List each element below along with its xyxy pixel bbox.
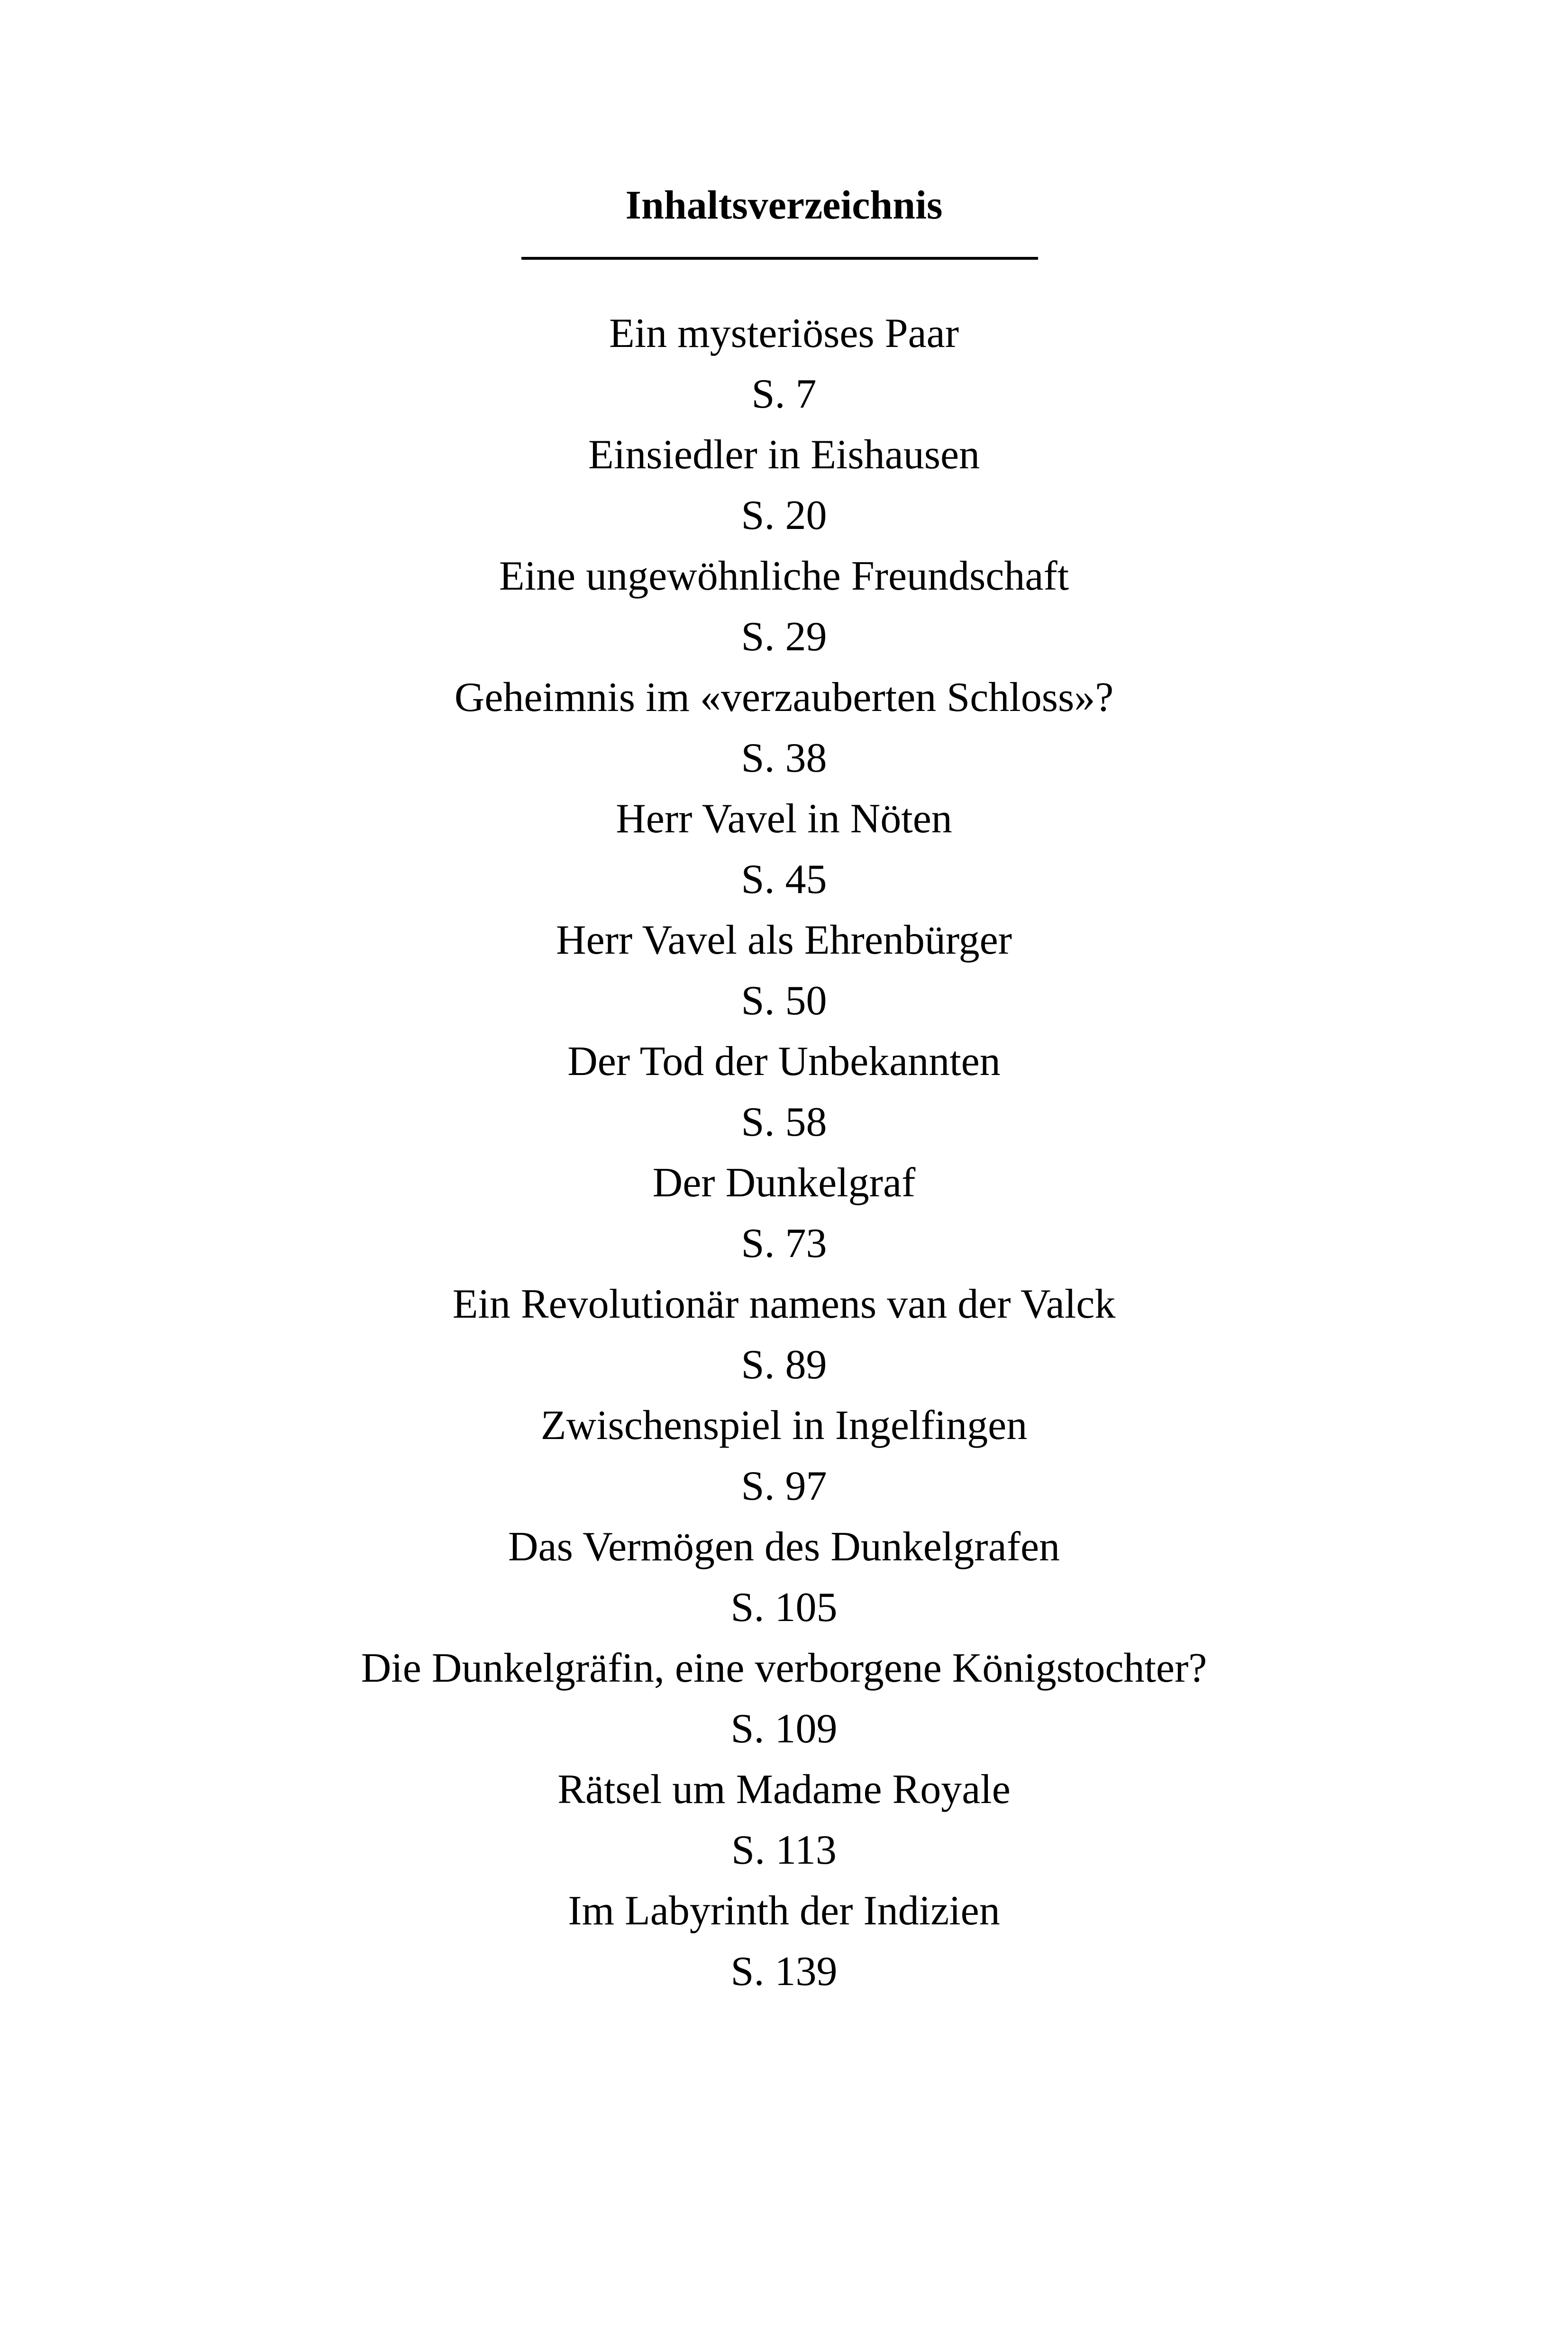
toc-entry-title: Der Dunkelgraf <box>652 1160 916 1206</box>
title-underline <box>521 257 1038 260</box>
toc-entry <box>0 1881 1568 2002</box>
toc-entry-title: Das Vermögen des Dunkelgrafen <box>508 1524 1060 1570</box>
toc-entry-page: S. 89 <box>741 1342 827 1388</box>
toc-entry-title: Einsiedler in Eishausen <box>588 432 980 478</box>
toc-entry-page: S. 105 <box>730 1585 838 1630</box>
toc-entry <box>0 1395 1568 1517</box>
toc-entry-title: Zwischenspiel in Ingelfingen <box>540 1403 1028 1448</box>
toc-entry-title: Herr Vavel in Nöten <box>616 796 952 842</box>
toc-entry-page: S. 50 <box>741 978 827 1024</box>
toc-entry-title: Rätsel um Madame Royale <box>557 1767 1011 1813</box>
toc-list <box>0 303 1568 2002</box>
toc-entry-page: S. 109 <box>730 1706 838 1752</box>
toc-entry-page: S. 73 <box>741 1221 827 1266</box>
toc-entry-title: Geheimnis im «verzauberten Schloss»? <box>454 674 1114 720</box>
toc-entry-title: Der Tod der Unbekannten <box>567 1038 1001 1084</box>
toc-entry <box>0 303 1568 425</box>
toc-entry <box>0 789 1568 910</box>
toc-entry-page: S. 139 <box>730 1949 838 1995</box>
toc-entry-page: S. 29 <box>741 614 827 660</box>
toc-title: Inhaltsverzeichnis <box>625 182 943 228</box>
toc-entry-title: Die Dunkelgräfin, eine verborgene Königstochter? <box>361 1645 1207 1691</box>
toc-entry <box>0 1274 1568 1395</box>
toc-entry-title: Ein mysteriöses Paar <box>609 310 959 356</box>
toc-entry <box>0 1638 1568 1759</box>
toc-entry <box>0 1153 1568 1274</box>
toc-entry-page: S. 97 <box>741 1463 827 1509</box>
toc-entry <box>0 546 1568 667</box>
toc-entry <box>0 910 1568 1031</box>
toc-entry <box>0 1031 1568 1153</box>
toc-entry-page: S. 45 <box>741 856 827 902</box>
toc-entry-page: S. 38 <box>741 735 827 781</box>
toc-entry <box>0 425 1568 546</box>
toc-entry <box>0 1517 1568 1638</box>
toc-entry-title: Ein Revolutionär namens van der Valck <box>452 1281 1116 1327</box>
toc-entry-page: S. 7 <box>751 371 817 417</box>
toc-entry-page: S. 113 <box>731 1827 837 1873</box>
toc-entry-title: Eine ungewöhnliche Freundschaft <box>499 553 1069 599</box>
toc-entry <box>0 667 1568 789</box>
toc-entry-page: S. 58 <box>741 1099 827 1145</box>
toc-entry-title: Herr Vavel als Ehrenbürger <box>556 917 1012 963</box>
toc-entry <box>0 1759 1568 1881</box>
toc-entry-page: S. 20 <box>741 492 827 538</box>
toc-entry-title: Im Labyrinth der Indizien <box>568 1888 1000 1934</box>
